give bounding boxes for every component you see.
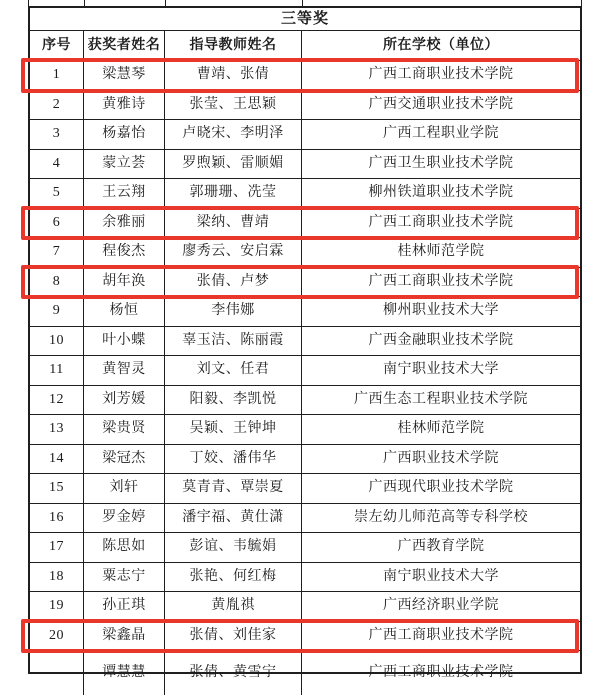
cell-no: 1	[52, 67, 61, 82]
cell-no: 6	[52, 214, 61, 230]
cell-teachers: 李伟娜	[164, 297, 301, 326]
cell-name: 梁贵贤	[83, 415, 164, 444]
cell-no: 16	[49, 509, 64, 525]
table-row	[30, 385, 580, 415]
table-row	[30, 267, 580, 297]
cell-no: 9	[52, 303, 61, 318]
cell-teachers: 张艳、何红梅	[164, 563, 301, 592]
cell-no: 2	[52, 96, 61, 112]
cell-school: 广西交通职业技术学院	[301, 91, 580, 120]
cell-teachers: 丁姣、潘伟华	[164, 445, 301, 474]
cell-teachers: 张倩、卢梦	[164, 268, 301, 297]
cell-no: 15	[49, 480, 64, 495]
cell-name: 胡年涣	[83, 268, 164, 297]
cell-school: 柳州铁道职业技术学院	[301, 179, 580, 208]
cell-name: 梁慧琴	[83, 61, 164, 90]
cell-no: 17	[49, 539, 64, 554]
cell-school: 广西工商职业技术学院	[301, 268, 580, 297]
cell-school: 广西经济职业学院	[301, 592, 580, 621]
cell-teachers: 廖秀云、安启霖	[164, 238, 301, 267]
table-row	[30, 473, 580, 503]
cell-teachers: 卢晓宋、李明泽	[164, 120, 301, 149]
table-row	[30, 355, 580, 385]
cell-no: 12	[49, 391, 64, 407]
column-header-teachers: 指导教师姓名	[164, 31, 301, 60]
cell-school: 广西工商职业技术学院	[301, 209, 580, 238]
table-row	[30, 326, 580, 356]
cell-school: 广西工程职业学院	[301, 120, 580, 149]
table-row	[30, 562, 580, 592]
cell-teachers: 彭谊、韦毓娟	[164, 533, 301, 562]
cell-no	[30, 651, 83, 695]
table-row	[30, 532, 580, 562]
cell-teachers: 刘文、任君	[164, 356, 301, 385]
cell-name: 余雅丽	[83, 209, 164, 238]
cell-name: 刘轩	[83, 474, 164, 503]
cell-teachers: 阳毅、李凯悦	[164, 386, 301, 415]
cell-name: 程俊杰	[83, 238, 164, 267]
cell-name: 蒙立荟	[83, 150, 164, 179]
table-title: 三等奖	[280, 11, 329, 27]
cell-no: 7	[52, 244, 61, 259]
cell-no: 4	[52, 155, 61, 171]
cell-school: 广西教育学院	[301, 533, 580, 562]
cell-no: 11	[49, 362, 64, 377]
cell-no: 20	[49, 627, 64, 643]
cell-teachers: 郭珊珊、冼莹	[164, 179, 301, 208]
cell-no: 8	[52, 273, 61, 289]
cell-teachers: 曹靖、张倩	[164, 61, 301, 90]
cell-no: 14	[49, 450, 64, 466]
table-row	[30, 60, 580, 90]
column-header-name: 获奖者姓名	[83, 31, 164, 60]
cell-teachers: 罗煦颖、雷顺媚	[164, 150, 301, 179]
cell-school: 桂林师范学院	[301, 415, 580, 444]
cell-school: 崇左幼儿师范高等专科学校	[301, 504, 580, 533]
cell-teachers: 吴颖、王钟坤	[164, 415, 301, 444]
cell-no: 19	[49, 598, 64, 613]
table-body	[30, 60, 580, 680]
cell-teachers: 潘宇福、黄仕潇	[164, 504, 301, 533]
cell-name: 陈思如	[83, 533, 164, 562]
cell-teachers: 辜玉洁、陈丽霞	[164, 327, 301, 356]
table-row	[30, 149, 580, 179]
table-row	[30, 178, 580, 208]
table-row	[30, 237, 580, 267]
cell-school: 南宁职业技术大学	[301, 356, 580, 385]
table-row	[30, 208, 580, 238]
cell-no: 10	[49, 332, 64, 348]
table-header-row	[30, 30, 580, 60]
cell-name: 粟志宁	[83, 563, 164, 592]
cell-name: 刘芳媛	[83, 386, 164, 415]
table-row	[30, 621, 580, 651]
cell-teachers: 黄胤祺	[164, 592, 301, 621]
cell-school: 广西职业技术学院	[301, 445, 580, 474]
cell-teachers: 莫青青、覃崇夏	[164, 474, 301, 503]
cell-name: 梁鑫晶	[83, 622, 164, 651]
cell-no: 13	[49, 421, 64, 436]
cell-name: 杨恒	[83, 297, 164, 326]
cell-name: 黄雅诗	[83, 91, 164, 120]
cell-name: 罗金婷	[83, 504, 164, 533]
column-header-no: 序号	[42, 38, 71, 53]
cell-name: 黄智灵	[83, 356, 164, 385]
cell-name: 王云翔	[83, 179, 164, 208]
cell-teachers: 梁纳、曹靖	[164, 209, 301, 238]
cell-school: 南宁职业技术大学	[301, 563, 580, 592]
cell-name: 谭慧慧	[83, 651, 164, 695]
table-row	[30, 119, 580, 149]
cell-school: 广西工商职业技术学院	[301, 651, 580, 695]
cell-school: 广西卫生职业技术学院	[301, 150, 580, 179]
table-row	[30, 591, 580, 621]
table-row	[30, 444, 580, 474]
cell-school: 桂林师范学院	[301, 238, 580, 267]
table-row	[30, 414, 580, 444]
cell-school: 广西工商职业技术学院	[301, 61, 580, 90]
cell-school: 广西工商职业技术学院	[301, 622, 580, 651]
cell-no: 3	[52, 126, 61, 141]
cell-teachers: 张倩、刘佳家	[164, 622, 301, 651]
table-row	[30, 650, 580, 680]
cell-name: 孙正琪	[83, 592, 164, 621]
column-header-school: 所在学校（单位）	[301, 31, 580, 60]
cell-school: 广西金融职业技术学院	[301, 327, 580, 356]
cell-school: 广西现代职业技术学院	[301, 474, 580, 503]
cell-school: 柳州职业技术大学	[301, 297, 580, 326]
cell-no: 18	[49, 568, 64, 584]
table-row	[30, 296, 580, 326]
cell-name: 杨嘉怡	[83, 120, 164, 149]
cell-school: 广西生态工程职业技术学院	[301, 386, 580, 415]
awards-table	[28, 6, 582, 680]
table-row	[30, 503, 580, 533]
table-row	[30, 90, 580, 120]
cell-no: 5	[52, 185, 61, 200]
cell-name: 梁冠杰	[83, 445, 164, 474]
cell-teachers: 张莹、王思颖	[164, 91, 301, 120]
cell-name: 叶小蝶	[83, 327, 164, 356]
cell-teachers: 张倩、黄雪宁	[164, 651, 301, 695]
